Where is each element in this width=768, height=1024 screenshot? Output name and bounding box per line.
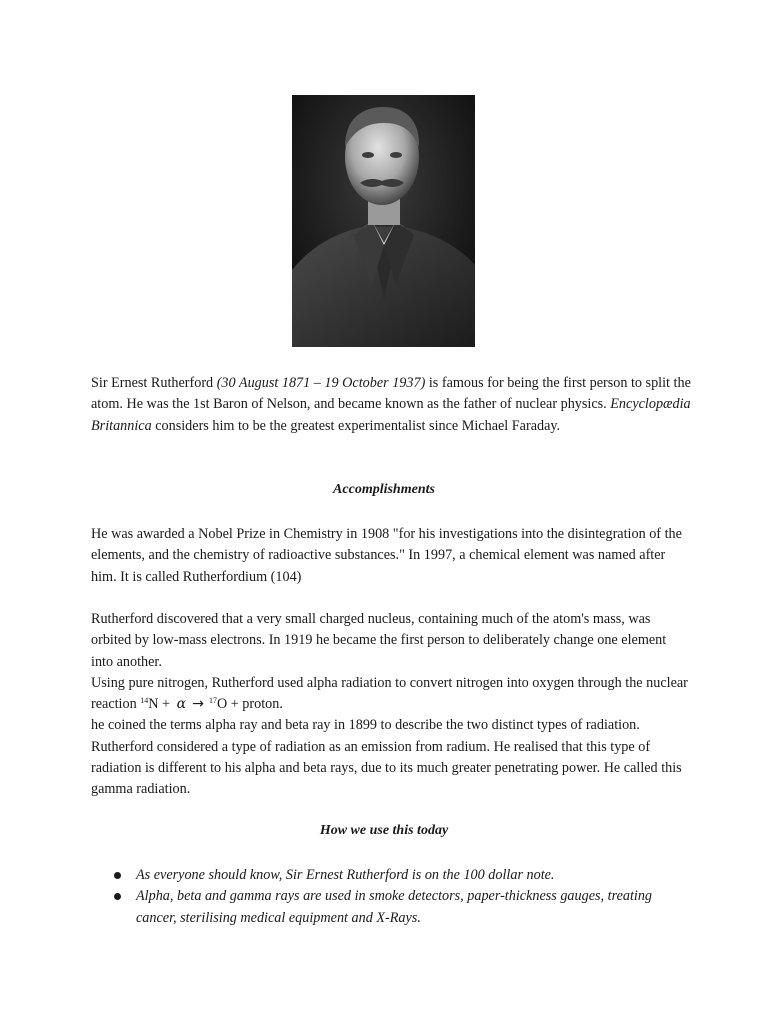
britannica-title: Encyclopædia Britannica bbox=[91, 396, 691, 434]
list-item bbox=[91, 886, 691, 929]
uses-today-heading: How we use this today bbox=[319, 823, 449, 838]
oxygen-symbol: O + proton. bbox=[216, 696, 283, 713]
intro-paragraph bbox=[91, 373, 691, 437]
reaction-intro: Using pure nitrogen, Rutherford used alpha radiation to convert nitrogen into oxygen through the nuclear reaction bbox=[91, 674, 688, 713]
bullet-icon bbox=[114, 893, 121, 900]
nitrogen-symbol: N + bbox=[148, 696, 174, 713]
list-item-text: As everyone should know, Sir Ernest Rutherford is on the 100 dollar note. bbox=[136, 867, 555, 883]
alpha-symbol: α bbox=[176, 696, 187, 713]
gamma-text: Rutherford considered a type of radiation as an emission from radium. He realised that this type of radiation is different to his alpha and beta rays, due to its much greater penetrating power. He called this gamma radiation. bbox=[91, 738, 682, 798]
bullet-icon bbox=[114, 872, 121, 879]
uses-list bbox=[91, 865, 691, 929]
reaction-arrow: → bbox=[192, 696, 204, 713]
nobel-paragraph: He was awarded a Nobel Prize in Chemistry in 1908 "for his investigations into the disintegration of the elements, and the chemistry of radioactive substances." In 1997, a chemical element was named after him. It is called Rutherfordium (104) bbox=[91, 526, 682, 585]
list-item bbox=[91, 865, 691, 886]
nitrogen-reaction-text bbox=[91, 673, 691, 716]
discoveries-paragraph bbox=[91, 609, 691, 801]
person-name: Sir Ernest Rutherford bbox=[91, 375, 214, 391]
life-dates: (30 August 1871 – 19 October 1937) bbox=[213, 375, 426, 391]
intro-text: is famous for being the first person to split the atom. He was the 1st Baron of Nelson, and became known as the father of nuclear physics. bbox=[91, 375, 691, 413]
portrait-illustration bbox=[292, 95, 475, 347]
nitrogen-mass-number: 14 bbox=[140, 696, 149, 706]
accomplishments-heading: Accomplishments bbox=[333, 482, 435, 497]
nucleus-text: Rutherford discovered that a very small charged nucleus, containing much of the atom's mass, was orbited by low-mass electrons. In 1919 he became the first person to deliberately change one element into another. bbox=[91, 611, 667, 670]
oxygen-mass-number: 17 bbox=[208, 696, 217, 706]
rays-text: he coined the terms alpha ray and beta ray in 1899 to describe the two distinct types of radiation. bbox=[91, 717, 640, 734]
list-item-text: Alpha, beta and gamma rays are used in smoke detectors, paper-thickness gauges, treating cancer, sterilising medical equipment and X-Rays. bbox=[136, 888, 653, 926]
intro-text-end: considers him to be the greatest experimentalist since Michael Faraday. bbox=[151, 417, 561, 434]
rutherford-portrait-photo bbox=[292, 95, 475, 347]
